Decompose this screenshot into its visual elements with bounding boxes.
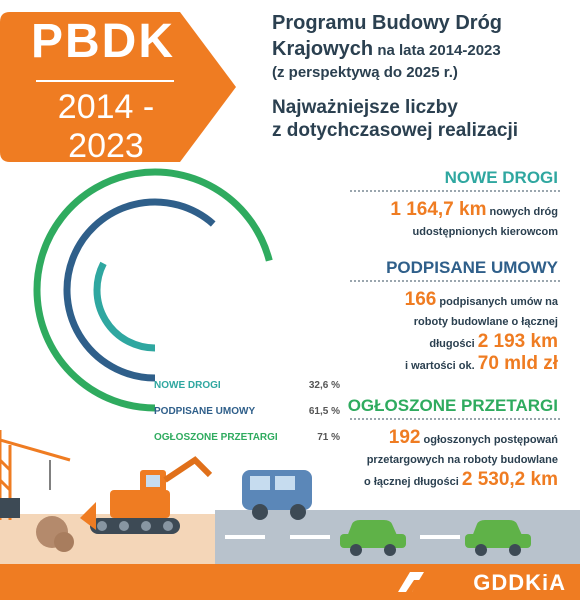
road-marking: [420, 535, 460, 539]
stat-value: 192: [388, 427, 421, 448]
stat-text: o łącznej długości: [364, 476, 459, 488]
legend-label: PODPISANE UMOWY: [154, 406, 256, 417]
stat-length: 2 530,2 km: [461, 469, 558, 490]
legend-label: NOWE DROGI: [154, 380, 221, 391]
stat-text: nowych dróg: [489, 206, 558, 218]
title-line3: (z perspektywą do 2025 r.): [272, 64, 458, 81]
stat-text: ogłoszonych postępowań: [423, 434, 558, 446]
section-body-nowe-drogi: [390, 200, 558, 242]
title-line2-bold: Krajowych: [272, 38, 374, 60]
title-line2: [272, 38, 501, 61]
divider: [350, 280, 560, 282]
stat-text: roboty budowlane o łącznej: [413, 316, 558, 328]
section-title-przetargi: OGŁOSZONE PRZETARGI: [347, 396, 558, 415]
stat-text: długości: [429, 338, 475, 350]
section-title-umowy: PODPISANE UMOWY: [386, 258, 558, 277]
badge-divider: [36, 80, 174, 82]
gddkia-logo-icon: [396, 570, 426, 594]
radial-arc-1: [97, 263, 155, 348]
subtitle-line2: z dotychczasowej realizacji: [272, 120, 519, 141]
radial-arc-2: [67, 202, 213, 378]
legend-row-umowy: [154, 406, 340, 417]
stat-amount: 70 mld zł: [477, 353, 558, 374]
stat-text: i wartości ok.: [404, 360, 475, 372]
section-body-umowy: [405, 290, 558, 376]
stat-text: podpisanych umów na: [439, 296, 558, 308]
construction-illustration: [0, 430, 580, 564]
stat-value: 166: [404, 289, 437, 310]
subtitle-line1: Najważniejsze liczby: [272, 97, 458, 118]
dust-cloud-icon: [54, 532, 74, 552]
stat-text: przetargowych na roboty budowlane: [366, 454, 558, 466]
divider: [350, 190, 560, 192]
crane-base-icon: [0, 498, 20, 518]
divider: [350, 418, 560, 420]
badge-acronym: PBDK: [30, 15, 175, 68]
section-title-nowe-drogi: NOWE DROGI: [444, 168, 558, 187]
road-marking: [225, 535, 265, 539]
legend-pct: 71 %: [317, 432, 340, 443]
subtitle: [272, 96, 562, 142]
gddkia-logo-text: GDDKiA: [473, 570, 566, 595]
legend-pct: 32,6 %: [308, 380, 340, 391]
legend-row-nowe-drogi: [154, 380, 340, 391]
stat-length: 2 193 km: [477, 331, 558, 352]
stat-value: 1 164,7 km: [390, 199, 487, 220]
legend-label: OGŁOSZONE PRZETARGI: [154, 432, 278, 443]
stat-text: udostępnionych kierowcom: [412, 226, 558, 238]
legend-pct: 61,5 %: [308, 406, 340, 417]
badge-years: 2014 - 2023: [57, 88, 155, 165]
road-marking: [290, 535, 330, 539]
title-line1: Programu Budowy Dróg: [272, 12, 503, 34]
radial-arc-3: [37, 172, 269, 408]
title-line2-rest: na lata 2014-2023: [373, 42, 501, 59]
